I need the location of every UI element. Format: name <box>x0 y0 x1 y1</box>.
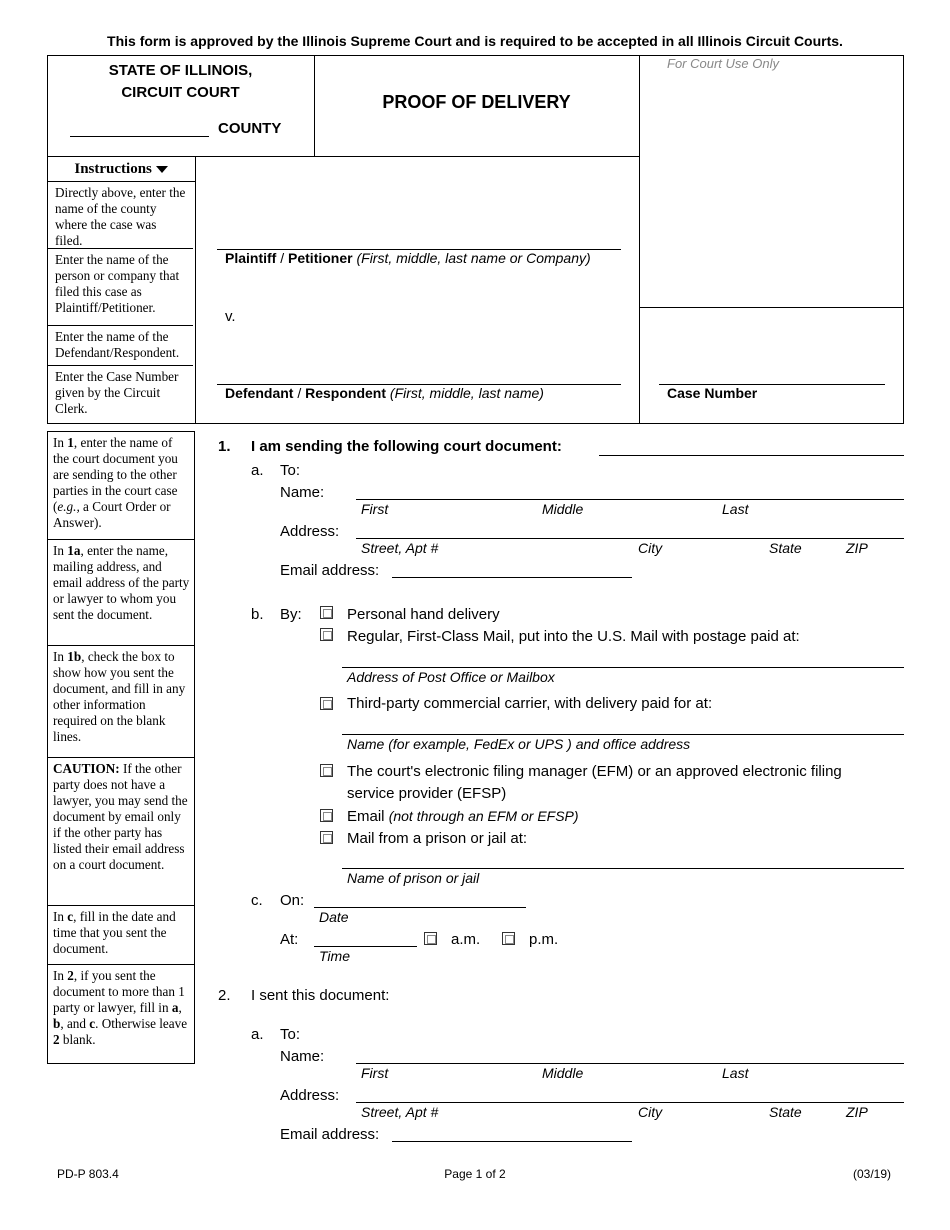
section2-name-label: Name: <box>280 1048 325 1065</box>
section1-at-label: At: <box>280 931 299 948</box>
post-office-hint: Address of Post Office or Mailbox <box>347 669 555 685</box>
section2-name-input[interactable] <box>356 1063 904 1064</box>
section1-on-label: On: <box>280 892 305 909</box>
side-instruction-1b: In 1b, check the box to show how you sent the document, and fill in any other information required on the blank lines. <box>48 646 194 758</box>
side-instructions <box>47 431 195 1064</box>
section2-number: 2. <box>218 987 231 1004</box>
section2-zip-label: ZIP <box>846 1104 868 1120</box>
commercial-carrier-checkbox[interactable] <box>320 697 333 710</box>
instruction-county: Directly above, enter the name of the county where the case was filed. <box>47 182 193 249</box>
pm-checkbox[interactable] <box>502 932 515 945</box>
side-instruction-caution: CAUTION: If the other party does not have a lawyer, you may send the document by email only if the other party has listed their email address on a court document. <box>48 758 194 906</box>
side-instruction-2: In 2, if you sent the document to more than 1 party or lawyer, fill in a, b, and c. Otherwise leave 2 blank. <box>53 968 188 1047</box>
section2-middle-label: Middle <box>542 1065 584 1081</box>
side-instruction-c: In c, fill in the date and time that you sent the document. <box>48 906 194 965</box>
county-label: COUNTY <box>218 120 282 137</box>
section1-zip-label: ZIP <box>846 540 868 556</box>
carrier-hint: Name (for example, FedEx or UPS ) and office address <box>347 736 691 752</box>
section2-first-label: First <box>361 1065 389 1081</box>
form-title: PROOF OF DELIVERY <box>382 92 571 112</box>
section2-a-label: a. <box>251 1026 264 1043</box>
section1-first-label: First <box>361 501 389 517</box>
section1-c-label: c. <box>251 892 263 909</box>
section1-state-label: State <box>769 540 802 556</box>
efm-label-line2: service provider (EFSP) <box>347 785 507 802</box>
county-input[interactable] <box>70 136 209 137</box>
section2-last-label: Last <box>722 1065 749 1081</box>
section2-state-label: State <box>769 1104 802 1120</box>
email-option-label: Email (not through an EFM or EFSP) <box>347 808 579 825</box>
prison-mail-label: Mail from a prison or jail at: <box>347 830 528 847</box>
date-input[interactable] <box>314 907 526 908</box>
section2-city-label: City <box>638 1104 663 1120</box>
prison-mail-checkbox[interactable] <box>320 831 333 844</box>
carrier-input[interactable] <box>342 734 904 735</box>
email-checkbox[interactable] <box>320 809 333 822</box>
state-line2: CIRCUIT COURT <box>121 84 240 101</box>
first-class-mail-checkbox[interactable] <box>320 628 333 641</box>
section2-to-label: To: <box>280 1026 301 1043</box>
page-number: Page 1 of 2 <box>444 1167 506 1181</box>
section1-address-label: Address: <box>280 523 340 540</box>
section1-email-label: Email address: <box>280 562 380 579</box>
personal-delivery-checkbox[interactable] <box>320 606 333 619</box>
section1-name-input[interactable] <box>356 499 904 500</box>
section1-by-label: By: <box>280 606 302 623</box>
personal-delivery-label: Personal hand delivery <box>347 606 500 623</box>
prison-input[interactable] <box>342 868 904 869</box>
efm-label-line1: The court's electronic filing manager (EFM) or an approved electronic filing <box>347 763 842 780</box>
defendant-label: Defendant / Respondent (First, middle, last name) <box>225 385 544 401</box>
form-id: PD-P 803.4 <box>57 1167 119 1181</box>
am-label: a.m. <box>451 931 481 948</box>
section2-email-input[interactable] <box>392 1141 632 1142</box>
court-use-label: For Court Use Only <box>667 56 779 71</box>
section1-a-label: a. <box>251 462 264 479</box>
caret-down-icon <box>156 166 168 173</box>
section1-heading: I am sending the following court document: <box>251 438 562 455</box>
instruction-case-number: Enter the Case Number given by the Circuit Clerk. <box>55 369 179 416</box>
document-name-input[interactable] <box>599 455 904 456</box>
time-hint: Time <box>319 948 350 964</box>
section2-address-label: Address: <box>280 1087 340 1104</box>
state-line1: STATE OF ILLINOIS, <box>108 62 253 79</box>
section2-street-label: Street, Apt # <box>361 1104 439 1120</box>
approval-notice: This form is approved by the Illinois Supreme Court and is required to be accepted in all Illinois Circuit Courts. <box>107 33 843 49</box>
efm-checkbox[interactable] <box>320 764 333 777</box>
time-input[interactable] <box>314 946 417 947</box>
section1-last-label: Last <box>722 501 749 517</box>
post-office-input[interactable] <box>342 667 904 668</box>
section1-street-label: Street, Apt # <box>361 540 439 556</box>
section1-b-label: b. <box>251 606 264 623</box>
revision-date: (03/19) <box>853 1167 892 1181</box>
first-class-mail-label: Regular, First-Class Mail, put into the U.S. Mail with postage paid at: <box>347 628 800 645</box>
section2-address-input[interactable] <box>356 1102 904 1103</box>
instructions-heading: Instructions <box>47 161 195 178</box>
prison-hint: Name of prison or jail <box>347 870 480 886</box>
date-hint: Date <box>319 909 349 925</box>
section1-to-label: To: <box>280 462 301 479</box>
versus-label: v. <box>225 308 236 325</box>
section1-city-label: City <box>638 540 663 556</box>
section1-email-input[interactable] <box>392 577 632 578</box>
section1-address-input[interactable] <box>356 538 904 539</box>
section2-email-label: Email address: <box>280 1126 380 1143</box>
section1-number: 1. <box>218 438 231 455</box>
instruction-defendant: Enter the name of the Defendant/Respondent. <box>47 326 193 366</box>
side-instruction-1a: In 1a, enter the name, mailing address, and email address of the party or lawyer to whom you sent the document. <box>48 540 194 646</box>
plaintiff-label: Plaintiff / Petitioner (First, middle, last name or Company) <box>225 250 591 266</box>
am-checkbox[interactable] <box>424 932 437 945</box>
side-instruction-1: In 1, enter the name of the court document you are sending to the other parties in the court case (e.g., a Court Order or Answer). <box>48 432 194 540</box>
section1-name-label: Name: <box>280 484 325 501</box>
case-number-label: Case Number <box>667 385 758 401</box>
pm-label: p.m. <box>529 931 559 948</box>
section2-heading: I sent this document: <box>251 987 390 1004</box>
commercial-carrier-label: Third-party commercial carrier, with delivery paid for at: <box>347 695 713 712</box>
section1-middle-label: Middle <box>542 501 584 517</box>
instruction-plaintiff: Enter the name of the person or company that filed this case as Plaintiff/Petitioner. <box>47 249 193 326</box>
